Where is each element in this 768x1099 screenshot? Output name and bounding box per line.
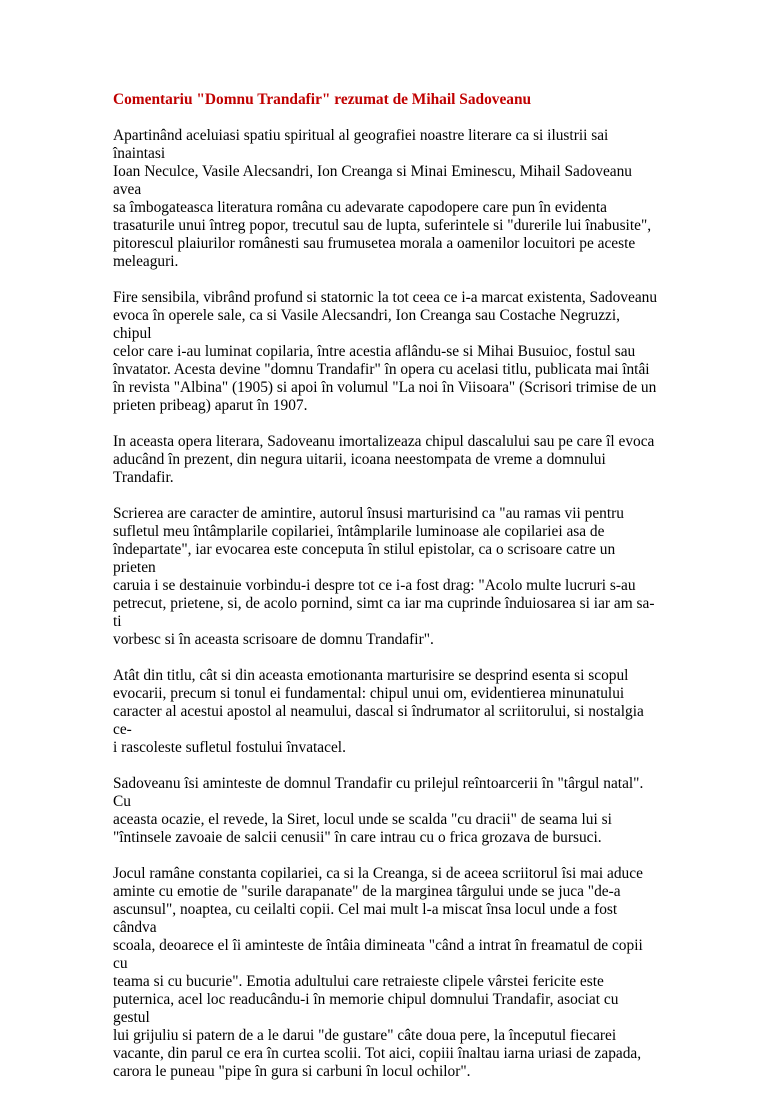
paragraph-5: Atât din titlu, cât si din aceasta emotionanta marturisire se desprind esenta si scopul evocarii, precum si tonul ei fundamental: chipul unui om, evidentierea minunatului caracter al acestui apostol al neamului, dascal si îndrumator al scriitorului, si nostalgia ce- i rascoleste sufletul fostului învatacel.: [113, 667, 644, 756]
paragraph-3: In aceasta opera literara, Sadoveanu imortalizeaza chipul dascalului sau pe care îl evoca aducând în prezent, din negura uitarii, icoana neestompata de vreme a domnului Trandafir.: [113, 433, 655, 486]
document-title: Comentariu "Domnu Trandafir" rezumat de Mihail Sadoveanu: [113, 91, 532, 108]
paragraph-1: Apartinând aceluiasi spatiu spiritual al geografiei noastre literare ca si ilustrii sai înaintasi Ioan Neculce, Vasile Alecsandri, Ion Creanga si Minai Eminescu, Mihail Sadoveanu avea sa îmbogateasca literatura româna cu adevarate capodopere care pun în evidenta trasaturile unui întreg popor, trecutul sau de lupta, suferintele si "durerile lui înabusite", pitorescul plaiurilor românesti sau frumusetea morala a oamenilor locuitori pe aceste meleaguri.: [113, 127, 652, 270]
paragraph-4: Scrierea are caracter de amintire, autorul însusi marturisind ca "au ramas vii pentru sufletul meu întâmplarile copilariei, întâmplarile luminoase ale copilariei asa de îndepartate", iar evocarea este conceputa în stilul epistolar, ca o scrisoare catre un prieten caruia i se destainuie vorbindu-i despre tot ce i-a fost drag: "Acolo multe lucruri s-au petrecut, prietene, si, de acolo pornind, simt ca iar ma cuprinde înduiosarea si iar am sa-ti vorbesc si în aceasta scrisoare de domnu Trandafir".: [113, 505, 655, 648]
paragraph-7: Jocul ramâne constanta copilariei, ca si la Creanga, si de aceea scriitorul îsi mai aduce aminte cu emotie de "surile darapanate" de la marginea târgului unde se juca "de-a ascunsul", noaptea, cu ceilalti copii. Cel mai mult l-a miscat însa locul unde a fost cândva scoala, deoarece el îi aminteste de întâia dimineata "când a intrat în freamatul de copii cu teama si cu bucurie". Emotia adultului care retraieste clipele vârstei fericite este puternica, acel loc readucându-i în memorie chipul domnului Trandafir, asociat cu gestul lui grijuliu si patern de a le darui "de gustare" câte doua pere, la începutul fiecarei vacante, din parul ce era în curtea scolii. Tot aici, copiii înaltau iarna uriasi de zapada, carora le puneau "pipe în gura si carbuni în locul ochilor".: [113, 865, 643, 1080]
document-page: [113, 91, 658, 1099]
paragraph-6: Sadoveanu îsi aminteste de domnul Trandafir cu prilejul reîntoarcerii în "târgul natal". Cu aceasta ocazie, el revede, la Siret, locul unde se scalda "cu dracii" de seama lui si "întinsele zavoaie de salcii cenusii" în care intrau cu o frica grozava de bursuci.: [113, 775, 644, 846]
paragraph-2: Fire sensibila, vibrând profund si statornic la tot ceea ce i-a marcat existenta, Sadoveanu evoca în operele sale, ca si Vasile Alecsandri, Ion Creanga sau Costache Negruzzi, chipul celor care i-au luminat copilaria, între acestia aflându-se si Mihai Busuioc, fostul sau învatator. Acesta devine "domnu Trandafir" în opera cu acelasi titlu, publicata mai întâi în revista "Albina" (1905) si apoi în volumul "La noi în Viisoara" (Scrisori trimise de un prieten pribeag) aparut în 1907.: [113, 289, 658, 414]
